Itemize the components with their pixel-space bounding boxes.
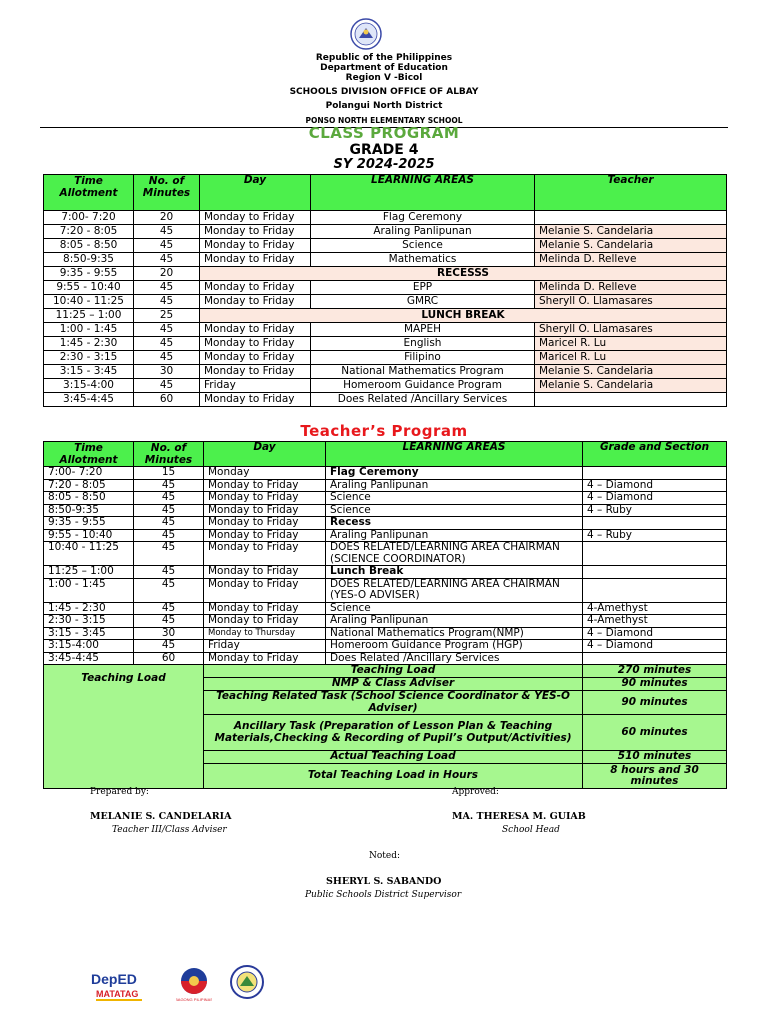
class-program-row xyxy=(44,365,727,379)
prepared-position: Teacher III/Class Adviser xyxy=(112,825,227,835)
noted-label: Noted: xyxy=(369,851,401,861)
time-cell: 3:15 - 3:45 xyxy=(44,627,134,640)
day-cell: Monday to Friday xyxy=(204,615,326,628)
learning-area-cell: Science xyxy=(326,602,583,615)
tp-col-minutes: No. of Minutes xyxy=(134,442,204,467)
approved-label: Approved: xyxy=(452,787,499,797)
school-seal-icon xyxy=(226,965,268,999)
teacher-program-header-row xyxy=(44,442,727,467)
day-cell: Monday to Friday xyxy=(200,351,311,365)
teaching-load-value: 510 minutes xyxy=(583,751,727,764)
day-cell: Monday to Friday xyxy=(204,479,326,492)
minutes-cell: 45 xyxy=(134,578,204,602)
minutes-cell: 45 xyxy=(134,379,200,393)
teacher-program-row xyxy=(44,640,727,653)
day-cell: Monday to Friday xyxy=(200,281,311,295)
minutes-cell: 45 xyxy=(134,542,204,566)
bagong-pilipinas-logo xyxy=(176,966,212,1004)
teacher-program-row xyxy=(44,492,727,505)
day-cell: Monday to Friday xyxy=(200,393,311,407)
minutes-cell: 30 xyxy=(134,365,200,379)
teaching-load-value: 60 minutes xyxy=(583,715,727,751)
teacher-program-row xyxy=(44,652,727,665)
bagong-pilipinas-icon xyxy=(176,966,212,1004)
grade-section-cell xyxy=(583,542,727,566)
day-cell: Monday to Friday xyxy=(204,504,326,517)
noted-name: SHERYL S. SABANDO xyxy=(326,876,442,887)
minutes-cell: 45 xyxy=(134,504,204,517)
teacher-program-row xyxy=(44,578,727,602)
day-cell: Monday to Friday xyxy=(204,492,326,505)
minutes-cell: 45 xyxy=(134,492,204,505)
teacher-cell: Maricel R. Lu xyxy=(535,351,727,365)
teaching-load-item: NMP & Class Adviser xyxy=(204,678,583,691)
noted-position: Public Schools District Supervisor xyxy=(305,890,462,900)
teacher-cell xyxy=(535,211,727,225)
teacher-cell: Maricel R. Lu xyxy=(535,337,727,351)
teacher-program-row xyxy=(44,615,727,628)
minutes-cell: 45 xyxy=(134,323,200,337)
teacher-cell: Melinda D. Relleve xyxy=(535,281,727,295)
time-cell: 7:20 - 8:05 xyxy=(44,479,134,492)
time-cell: 1:45 - 2:30 xyxy=(44,337,134,351)
time-cell: 11:25 – 1:00 xyxy=(44,309,134,323)
learning-area-cell: Araling Panlipunan xyxy=(326,479,583,492)
learning-area-cell: DOES RELATED/LEARNING AREA CHAIRMAN (YES-O ADVISER) xyxy=(326,578,583,602)
class-program-row xyxy=(44,281,727,295)
break-cell: LUNCH BREAK xyxy=(200,309,727,323)
teacher-cell: Sheryll O. Llamasares xyxy=(535,323,727,337)
svg-text:DepED: DepED xyxy=(91,971,137,987)
minutes-cell: 25 xyxy=(134,309,200,323)
day-cell: Monday to Friday xyxy=(204,542,326,566)
minutes-cell: 45 xyxy=(134,602,204,615)
col-day: Day xyxy=(200,175,311,211)
time-cell: 7:20 - 8:05 xyxy=(44,225,134,239)
minutes-cell: 45 xyxy=(134,517,204,530)
learning-area-cell: National Mathematics Program xyxy=(311,365,535,379)
learning-area-cell: National Mathematics Program(NMP) xyxy=(326,627,583,640)
teaching-load-item: Ancillary Task (Preparation of Lesson Plan & Teaching Materials,Checking & Recording of Pupil’s Output/Activities) xyxy=(204,715,583,751)
grade-label: GRADE 4 xyxy=(349,142,419,158)
teacher-cell xyxy=(535,393,727,407)
time-cell: 11:25 – 1:00 xyxy=(44,566,134,579)
minutes-cell: 20 xyxy=(134,211,200,225)
minutes-cell: 45 xyxy=(134,529,204,542)
teacher-program-row xyxy=(44,566,727,579)
day-cell: Monday to Friday xyxy=(200,211,311,225)
class-program-row xyxy=(44,225,727,239)
grade-section-cell: 4 – Ruby xyxy=(583,529,727,542)
approved-name: MA. THERESA M. GUIAB xyxy=(452,811,586,822)
learning-area-cell: Science xyxy=(326,504,583,517)
teacher-cell: Melinda D. Relleve xyxy=(535,253,727,267)
break-cell: RECESSS xyxy=(200,267,727,281)
grade-section-cell: 4-Amethyst xyxy=(583,615,727,628)
time-cell: 10:40 - 11:25 xyxy=(44,542,134,566)
day-cell: Monday xyxy=(204,467,326,480)
learning-area-cell: EPP xyxy=(311,281,535,295)
minutes-cell: 60 xyxy=(134,652,204,665)
grade-section-cell: 4 – Diamond xyxy=(583,627,727,640)
col-time: Time Allotment xyxy=(44,175,134,211)
class-program-row xyxy=(44,337,727,351)
class-program-row xyxy=(44,239,727,253)
teacher-program-row xyxy=(44,504,727,517)
class-program-row xyxy=(44,295,727,309)
learning-area-cell: Homeroom Guidance Program xyxy=(311,379,535,393)
teacher-program-row xyxy=(44,602,727,615)
time-cell: 2:30 - 3:15 xyxy=(44,615,134,628)
day-cell: Monday to Friday xyxy=(200,295,311,309)
teacher-cell: Melanie S. Candelaria xyxy=(535,379,727,393)
class-program-row xyxy=(44,211,727,225)
header-department: Department of Education xyxy=(320,63,448,73)
day-cell: Monday to Friday xyxy=(200,323,311,337)
class-program-title: CLASS PROGRAM xyxy=(308,124,460,142)
tp-col-time: Time Allotment xyxy=(44,442,134,467)
learning-area-cell: Araling Panlipunan xyxy=(326,529,583,542)
time-cell: 7:00- 7:20 xyxy=(44,467,134,480)
learning-area-cell: Science xyxy=(311,239,535,253)
learning-area-cell: Homeroom Guidance Program (HGP) xyxy=(326,640,583,653)
teaching-load-value: 90 minutes xyxy=(583,691,727,715)
time-cell: 1:00 - 1:45 xyxy=(44,323,134,337)
col-minutes: No. of Minutes xyxy=(134,175,200,211)
minutes-cell: 45 xyxy=(134,479,204,492)
prepared-label: Prepared by: xyxy=(90,787,149,797)
grade-section-cell: 4 – Diamond xyxy=(583,492,727,505)
learning-area-cell: Filipino xyxy=(311,351,535,365)
minutes-cell: 45 xyxy=(134,281,200,295)
day-cell: Monday to Friday xyxy=(204,529,326,542)
minutes-cell: 45 xyxy=(134,640,204,653)
school-seal-logo xyxy=(226,965,268,999)
class-program-row xyxy=(44,351,727,365)
deped-logo-icon xyxy=(90,968,146,1004)
day-cell: Monday to Friday xyxy=(200,365,311,379)
header-region: Region V -Bicol xyxy=(345,73,423,83)
teacher-program-row xyxy=(44,627,727,640)
class-program-row xyxy=(44,309,727,323)
minutes-cell: 45 xyxy=(134,615,204,628)
teacher-cell: Sheryll O. Llamasares xyxy=(535,295,727,309)
grade-section-cell xyxy=(583,578,727,602)
class-program-header-row xyxy=(44,175,727,211)
teacher-program-row xyxy=(44,479,727,492)
learning-area-cell: DOES RELATED/LEARNING AREA CHAIRMAN (SCIENCE COORDINATOR) xyxy=(326,542,583,566)
time-cell: 3:15-4:00 xyxy=(44,379,134,393)
teacher-program-title: Teacher’s Program xyxy=(300,422,468,440)
class-program-row xyxy=(44,379,727,393)
minutes-cell: 15 xyxy=(134,467,204,480)
day-cell: Monday to Friday xyxy=(204,602,326,615)
minutes-cell: 60 xyxy=(134,393,200,407)
deped-matatag-logo xyxy=(90,968,146,1004)
minutes-cell: 45 xyxy=(134,225,200,239)
time-cell: 8:50-9:35 xyxy=(44,253,134,267)
teacher-program-row xyxy=(44,529,727,542)
learning-area-cell: Lunch Break xyxy=(326,566,583,579)
day-cell: Monday to Friday xyxy=(204,578,326,602)
minutes-cell: 45 xyxy=(134,337,200,351)
day-cell: Monday to Friday xyxy=(200,225,311,239)
time-cell: 1:45 - 2:30 xyxy=(44,602,134,615)
header-school: PONSO NORTH ELEMENTARY SCHOOL xyxy=(305,116,463,125)
approved-position: School Head xyxy=(502,825,560,835)
svg-text:BAGONG PILIPINAS: BAGONG PILIPINAS xyxy=(176,997,212,1002)
tp-col-grade-section: Grade and Section xyxy=(583,442,727,467)
col-teacher: Teacher xyxy=(535,175,727,211)
prepared-name: MELANIE S. CANDELARIA xyxy=(90,811,232,822)
learning-area-cell: Flag Ceremony xyxy=(311,211,535,225)
minutes-cell: 20 xyxy=(134,267,200,281)
day-cell: Monday to Friday xyxy=(204,566,326,579)
time-cell: 8:50-9:35 xyxy=(44,504,134,517)
learning-area-cell: Flag Ceremony xyxy=(326,467,583,480)
teacher-program-table xyxy=(43,441,727,789)
day-cell: Monday to Friday xyxy=(204,652,326,665)
teacher-cell: Melanie S. Candelaria xyxy=(535,225,727,239)
time-cell: 3:15 - 3:45 xyxy=(44,365,134,379)
time-cell: 8:05 - 8:50 xyxy=(44,239,134,253)
teaching-load-value: 90 minutes xyxy=(583,678,727,691)
teaching-load-label: Teaching Load xyxy=(44,665,204,789)
tp-col-learning-areas: LEARNING AREAS xyxy=(326,442,583,467)
learning-area-cell: Does Related /Ancillary Services xyxy=(311,393,535,407)
svg-text:MATATAG: MATATAG xyxy=(96,989,139,999)
time-cell: 3:15-4:00 xyxy=(44,640,134,653)
teaching-load-item: Teaching Related Task (School Science Coordinator & YES-O Adviser) xyxy=(204,691,583,715)
teaching-load-row xyxy=(44,665,727,678)
teacher-program-row xyxy=(44,517,727,530)
time-cell: 9:55 - 10:40 xyxy=(44,529,134,542)
day-cell: Monday to Friday xyxy=(200,239,311,253)
time-cell: 7:00- 7:20 xyxy=(44,211,134,225)
teacher-cell: Melanie S. Candelaria xyxy=(535,365,727,379)
minutes-cell: 45 xyxy=(134,566,204,579)
day-cell: Friday xyxy=(200,379,311,393)
minutes-cell: 30 xyxy=(134,627,204,640)
time-cell: 10:40 - 11:25 xyxy=(44,295,134,309)
header-district: Polangui North District xyxy=(325,101,443,111)
teaching-load-item: Actual Teaching Load xyxy=(204,751,583,764)
day-cell: Monday to Friday xyxy=(200,337,311,351)
day-cell: Monday to Friday xyxy=(204,517,326,530)
learning-area-cell: Science xyxy=(326,492,583,505)
time-cell: 3:45-4:45 xyxy=(44,393,134,407)
header-division: SCHOOLS DIVISION OFFICE OF ALBAY xyxy=(289,87,479,97)
time-cell: 9:35 - 9:55 xyxy=(44,517,134,530)
learning-area-cell: Recess xyxy=(326,517,583,530)
minutes-cell: 45 xyxy=(134,253,200,267)
tp-col-day: Day xyxy=(204,442,326,467)
minutes-cell: 45 xyxy=(134,351,200,365)
grade-section-cell: 4 – Diamond xyxy=(583,640,727,653)
time-cell: 3:45-4:45 xyxy=(44,652,134,665)
time-cell: 1:00 - 1:45 xyxy=(44,578,134,602)
time-cell: 2:30 - 3:15 xyxy=(44,351,134,365)
learning-area-cell: Mathematics xyxy=(311,253,535,267)
teacher-cell: Melanie S. Candelaria xyxy=(535,239,727,253)
teaching-load-item: Total Teaching Load in Hours xyxy=(204,764,583,789)
header-republic: Republic of the Philippines xyxy=(315,53,453,63)
day-cell: Monday to Friday xyxy=(200,253,311,267)
time-cell: 8:05 - 8:50 xyxy=(44,492,134,505)
learning-area-cell: MAPEH xyxy=(311,323,535,337)
teacher-program-row xyxy=(44,467,727,480)
grade-section-cell: 4 – Diamond xyxy=(583,479,727,492)
minutes-cell: 45 xyxy=(134,295,200,309)
learning-area-cell: Does Related /Ancillary Services xyxy=(326,652,583,665)
grade-section-cell: 4 – Ruby xyxy=(583,504,727,517)
grade-section-cell xyxy=(583,652,727,665)
learning-area-cell: Araling Panlipunan xyxy=(326,615,583,628)
grade-section-cell xyxy=(583,467,727,480)
time-cell: 9:35 - 9:55 xyxy=(44,267,134,281)
teaching-load-value: 270 minutes xyxy=(583,665,727,678)
day-cell: Monday to Thursday xyxy=(204,627,326,640)
grade-section-cell xyxy=(583,517,727,530)
class-program-table xyxy=(43,174,727,407)
deped-seal-icon xyxy=(350,18,382,50)
class-program-row xyxy=(44,323,727,337)
time-cell: 9:55 - 10:40 xyxy=(44,281,134,295)
school-year: SY 2024-2025 xyxy=(333,157,435,172)
learning-area-cell: English xyxy=(311,337,535,351)
class-program-row xyxy=(44,267,727,281)
learning-area-cell: Araling Panlipunan xyxy=(311,225,535,239)
teacher-program-row xyxy=(44,542,727,566)
grade-section-cell xyxy=(583,566,727,579)
grade-section-cell: 4-Amethyst xyxy=(583,602,727,615)
teaching-load-item: Teaching Load xyxy=(204,665,583,678)
col-learning-areas: LEARNING AREAS xyxy=(311,175,535,211)
day-cell: Friday xyxy=(204,640,326,653)
teaching-load-value: 8 hours and 30 minutes xyxy=(583,764,727,789)
learning-area-cell: GMRC xyxy=(311,295,535,309)
class-program-row xyxy=(44,253,727,267)
class-program-row xyxy=(44,393,727,407)
minutes-cell: 45 xyxy=(134,239,200,253)
